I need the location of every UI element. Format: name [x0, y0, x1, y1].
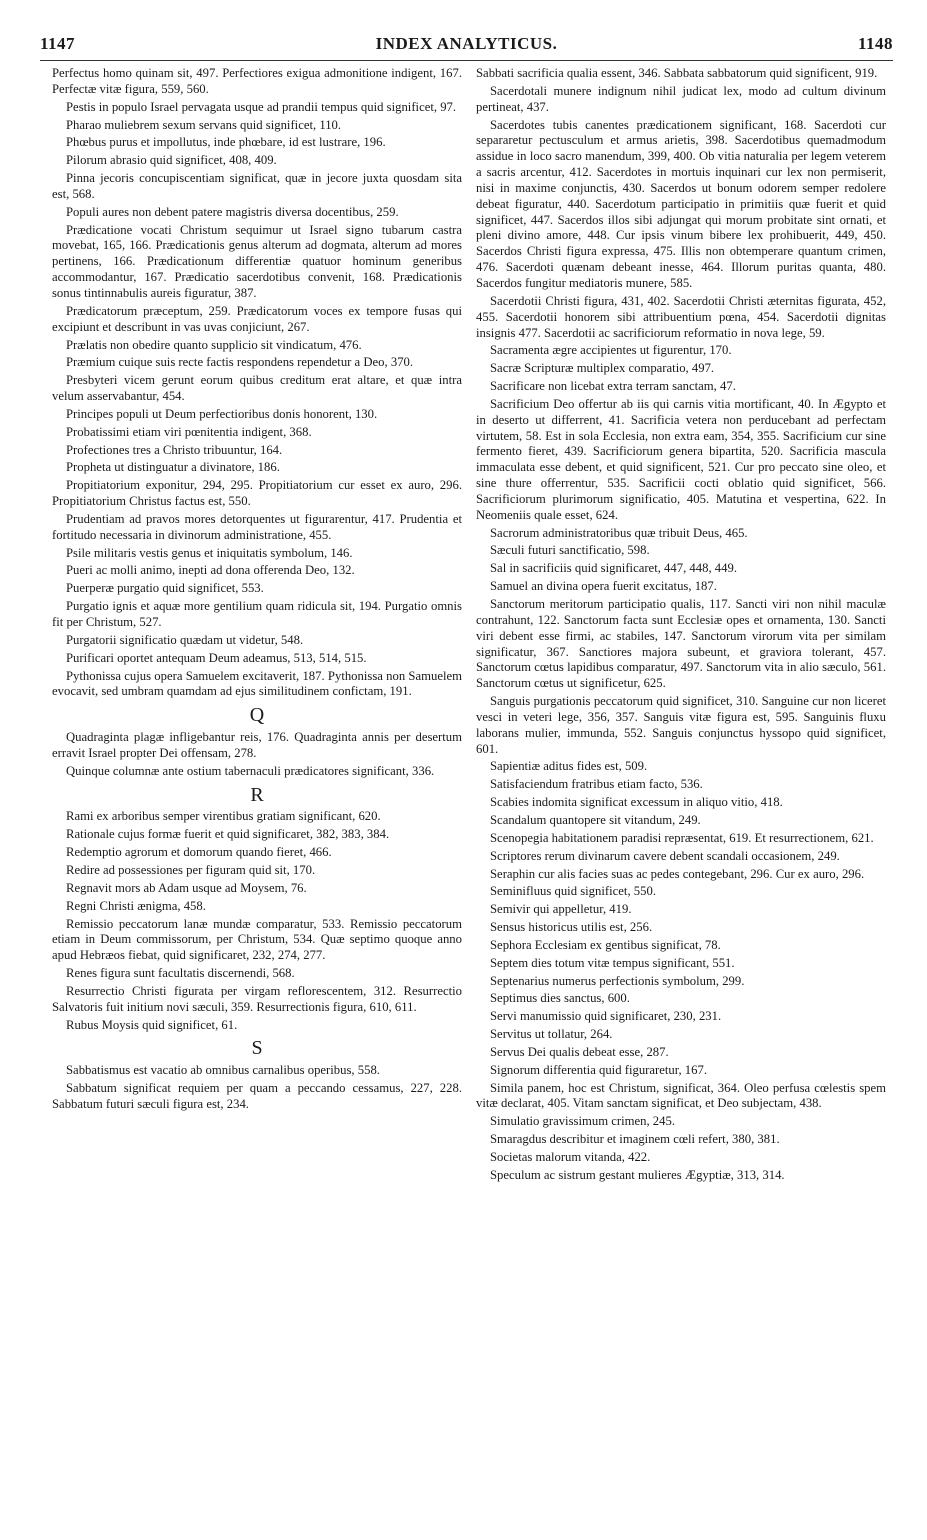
index-entry: Seminifluus quid significet, 550.	[490, 884, 656, 899]
index-entry: Prælatis non obedire quanto supplicio sit vindicatum, 476.	[66, 337, 362, 352]
index-entry: Speculum ac sistrum gestant mulieres Ægyptiæ, 313, 314.	[490, 1167, 785, 1182]
index-entry: Quinque columnæ ante ostium tabernaculi prædicatores significant, 336.	[66, 763, 435, 778]
index-entry: Purgatio ignis et aquæ more gentilium quam ridicula sit, 194. Purgatio omnis fit per Christum, 527.	[52, 599, 462, 629]
page-number-right: 1148	[857, 34, 893, 53]
index-entry: Populi aures non debent patere magistris diversa docentibus, 259.	[66, 204, 399, 219]
index-entry: Præmium cuique suis recte factis respondens rependetur a Deo, 370.	[66, 355, 414, 370]
index-entry: Purificari oportet antequam Deum adeamus, 513, 514, 515.	[66, 650, 367, 665]
index-entry: Remissio peccatorum lanæ mundæ comparatur, 533. Remissio peccatorum etiam in Deum commissorum, per Christum, 534. Quæ septimo quoque anno apud Hebræos fiebat, quid significaret, 232, 274, 277.	[52, 916, 462, 963]
index-entry: Smaragdus describitur et imaginem cœli refert, 380, 381.	[490, 1132, 780, 1147]
index-entry: Propheta ut distinguatur a divinatore, 186.	[66, 460, 280, 475]
index-entry: Sacerdotii Christi figura, 431, 402. Sacerdotii Christi æternitas figurata, 452, 455. Sacerdotii honorem sibi attribuentium pœna, 454. Sacerdotii dignitas insignis 477. Sacerdotii ac sacrificiorum reformatio in nova lege, 59.	[476, 293, 886, 340]
index-entry: Societas malorum vitanda, 422.	[490, 1150, 651, 1164]
index-entry: Redire ad possessiones per figuram quid sit, 170.	[66, 862, 316, 877]
index-entry: Scabies indomita significat excessum in aliquo vitio, 418.	[490, 795, 783, 810]
section-letter-s: S	[251, 1037, 263, 1060]
index-entry: Samuel an divina opera fuerit excitatus, 187.	[490, 579, 717, 594]
index-entry: Presbyteri vicem gerunt eorum quibus creditum erat altare, et quæ intra velum asservabantur, 454.	[52, 373, 462, 404]
index-entry: Septenarius numerus perfectionis symbolum, 299.	[490, 973, 745, 988]
index-entry: Redemptio agrorum et domorum quando fieret, 466.	[66, 845, 332, 860]
index-entry: Pythonissa cujus opera Samuelem excitaverit, 187. Pythonissa non Samuelem evocavit, sed umbram quamdam ad ejus similitudinem confictam, 191.	[52, 668, 462, 699]
index-entry: Pueri ac molli animo, inepti ad dona offerenda Deo, 132.	[66, 563, 355, 578]
page-number-left: 1147	[40, 34, 76, 53]
index-entry: Resurrectio Christi figurata per virgam reflorescentem, 312. Resurrectio Salvatoris fuit initium novi sæculi, 359. Resurrectionis figura, 610, 611.	[52, 983, 462, 1014]
section-letter-q: Q	[249, 704, 265, 727]
index-entry: Pharao muliebrem sexum servans quid significet, 110.	[66, 117, 342, 132]
index-entry: Sanguis purgationis peccatorum quid significet, 310. Sanguine cur non liceret vesci in veteri lege, 356, 357. Sanguis vitæ figura est, 595. Sanguinis fluxu laborans mulier, immunda, 552. Sanguis conjunctus hyssopo quid significet, 601.	[476, 694, 886, 756]
index-entry: Seraphin cur alis facies suas ac pedes contegebant, 296. Cur ex auro, 296.	[490, 866, 865, 881]
index-entry: Purgatorii significatio quædam ut videtur, 548.	[66, 632, 304, 647]
index-entry: Prædicatorum præceptum, 259. Prædicatorum voces ex tempore fusas qui excipiunt et describunt in vas uvas conjiciunt, 267.	[52, 303, 462, 334]
index-entry: Scandalum quantopere sit vitandum, 249.	[490, 812, 701, 827]
index-entry: Rationale cujus formæ fuerit et quid significaret, 382, 383, 384.	[66, 827, 390, 842]
index-entry: Sabbatum significat requiem per quam a peccando cessamus, 227, 228. Sabbatum futuri sæculi figura est, 234.	[52, 1081, 462, 1111]
index-entry: Propitiatorium exponitur, 294, 295. Propitiatorium cur esset ex auro, 296. Propitiatorium Christus factus est, 550.	[52, 478, 462, 509]
index-entry: Pestis in populo Israel pervagata usque ad prandii tempus quid significet, 97.	[66, 99, 457, 114]
page-title: INDEX ANALYTICUS.	[375, 34, 558, 53]
index-entry: Scriptores rerum divinarum cavere debent scandali occasionem, 249.	[490, 848, 840, 863]
index-entry: Quadraginta plagæ infligebantur reis, 176. Quadraginta annis per desertum erravit Israel propter Dei offensam, 278.	[52, 730, 462, 760]
index-entry: Semivir qui appelletur, 419.	[490, 902, 632, 917]
index-entry: Renes figura sunt facultatis discernendi, 568.	[66, 966, 295, 981]
index-entry: Sacræ Scripturæ multiplex comparatio, 497.	[490, 361, 715, 376]
index-entry: Servus Dei qualis debeat esse, 287.	[490, 1044, 669, 1059]
running-header	[40, 34, 893, 56]
index-entry: Satisfaciendum fratribus etiam facto, 536.	[490, 777, 703, 792]
index-entry: Rubus Moysis quid significet, 61.	[66, 1017, 238, 1032]
index-entry: Sabbati sacrificia qualia essent, 346. Sabbata sabbatorum quid significent, 919.	[476, 66, 878, 80]
index-entry: Phœbus purus et impollutus, inde phœbare, id est lustrare, 196.	[66, 135, 386, 150]
index-entry: Prædicatione vocati Christum sequimur ut Israel signo tubarum castra movebat, 165, 166. Prædicationis genus alterum ad dogmata, alterum ad mores pertinens, 166. Prædicationum differentiæ quatuor hominum generibus accommodantur, 167. Prædicatio sacerdotibus convenit, 168. Prædicationis sonus tintinnabulis aureis figuratur, 387.	[52, 222, 462, 300]
index-entry: Pinna jecoris concupiscentiam significat, quæ in jecore juxta quosdam sita est, 568.	[52, 171, 462, 201]
index-entry: Sephora Ecclesiam ex gentibus significat, 78.	[490, 937, 721, 952]
index-entry: Probatissimi etiam viri pœnitentia indigent, 368.	[66, 424, 312, 439]
index-entry: Principes populi ut Deum perfectioribus donis honorent, 130.	[66, 406, 378, 421]
index-entry: Sabbatismus est vacatio ab omnibus carnalibus operibus, 558.	[66, 1063, 380, 1078]
index-entry: Sacramenta ægre accipientes ut figurentur, 170.	[490, 343, 732, 358]
right-column	[476, 66, 886, 1186]
index-entry: Servi manumissio quid significaret, 230, 231.	[490, 1009, 722, 1024]
index-entry: Sacerdotali munere indignum nihil judicat lex, modo ad cultum divinum pertineat, 437.	[476, 83, 886, 114]
index-entry: Servitus ut tollatur, 264.	[490, 1027, 613, 1042]
index-entry: Sacrificare non licebat extra terram sanctam, 47.	[490, 379, 736, 394]
index-entry: Sæculi futuri sanctificatio, 598.	[490, 543, 650, 558]
index-entry: Sacerdotes tubis canentes prædicationem significant, 168. Sacerdoti cur separaretur pectusculum et armus arietis, 398. Sacerdotibus quemadmodum assidue in loco sacro manendum, 399, 400. Ob vitia naturalia per legem veterem a sacris arcentur, 412. Sacerdotes in mortuis inquinari cur lex non permiserit, nisi in maxime conjunctis, 430. Sacerdos ut bonum odorem semper redolere debeat figuratur, 440. Sacerdotum participatio in primitiis quæ fuerit et quid significet, 447. Sacerdos illos sibi adjungat qui morum probitate sint ornati, et pleni divino amore, 448. Cur ipsis vinum bibere lex prohibuerit, 449, 450. Sacerdos Christi figura expressa, 475. Illis non obtemperare quantum crimen, 476. Sacerdoti quænam debeant inesse, 464. Illorum puritas quanta, 480. Sacerdos fungitur mediatoris munere, 585.	[476, 117, 886, 290]
index-entry: Sacrificium Deo offertur ab iis qui carnis vitia mortificant, 40. In Ægypto et in deserto ut differrent, 41. Sacrificia vetera non perducebant ad perfectam virtutem, 58. Est in sola Ecclesia, non extra eam, 354, 355. Sacrificium cur sine fermento fieret, 439. Sacrificiorum genera bipartita, 520. Sacrificia mascula immaculata esse debent, et quid significent, 521. Cur pro peccato sine oleo, et sine thure offerrentur, 535. Sacrificii cocti oblatio quid significet, 566. Sacrificiorum plurimorum significatio, 405. Matutina et vespertina, 622. In Neomeniis quale esset, 624.	[476, 396, 886, 522]
index-entry: Simila panem, hoc est Christum, significat, 364. Oleo perfusa cœlestis spem vitæ declarat, 405. Vitam sanctam significat, et Deo subjectam, 438.	[476, 1080, 886, 1111]
index-entry: Prudentiam ad pravos mores detorquentes ut figurarentur, 417. Prudentia et fortitudo necessaria in divinorum administratione, 455.	[52, 511, 462, 542]
index-entry: Signorum differentia quid figuraretur, 167.	[490, 1062, 708, 1077]
index-entry: Sanctorum meritorum participatio qualis, 117. Sancti viri non nihil maculæ contrahunt, 122. Sanctorum facta sunt Ecclesiæ opes et ornamenta, 130. Sancti viri debent esse firmi, ac stabiles, 147. Sanctorum virorum vita per similam significatur, 367. Sanctiores majora subeunt, et graviora tolerant, 457. Sanctorum cœtus lapidibus comparatur, 497. Sanctorum vita in alio sæculo, 561. Sanctorum cœtus ut significetur, 625.	[476, 597, 886, 691]
left-column	[52, 66, 462, 1115]
index-entry: Simulatio gravissimum crimen, 245.	[490, 1114, 676, 1129]
index-entry: Psile militaris vestis genus et iniquitatis symbolum, 146.	[66, 545, 353, 560]
index-entry: Pilorum abrasio quid significet, 408, 409.	[66, 153, 277, 168]
index-entry: Sal in sacrificiis quid significaret, 447, 448, 449.	[490, 561, 738, 576]
index-entry: Regnavit mors ab Adam usque ad Moysem, 76.	[66, 880, 307, 895]
index-entry: Sacrorum administratoribus quæ tribuit Deus, 465.	[490, 525, 748, 540]
header-rule	[40, 60, 893, 61]
index-entry: Septimus dies sanctus, 600.	[490, 991, 630, 1006]
index-entry: Sensus historicus utilis est, 256.	[490, 920, 653, 935]
index-entry: Rami ex arboribus semper virentibus gratiam significant, 620.	[66, 809, 381, 824]
index-entry: Perfectus homo quinam sit, 497. Perfectiores exigua admonitione indigent, 167. Perfectæ vitæ figura, 559, 560.	[52, 66, 462, 96]
index-entry: Regni Christi ænigma, 458.	[66, 898, 206, 913]
index-entry: Scenopegia habitationem paradisi repræsentat, 619. Et resurrectionem, 621.	[490, 830, 874, 845]
index-entry: Sapientiæ aditus fides est, 509.	[490, 759, 648, 774]
index-entry: Puerperæ purgatio quid significet, 553.	[66, 581, 264, 596]
section-letter-r: R	[250, 783, 264, 806]
index-entry: Septem dies totum vitæ tempus significant, 551.	[490, 955, 735, 970]
index-entry: Profectiones tres a Christo tribuuntur, 164.	[66, 442, 283, 457]
